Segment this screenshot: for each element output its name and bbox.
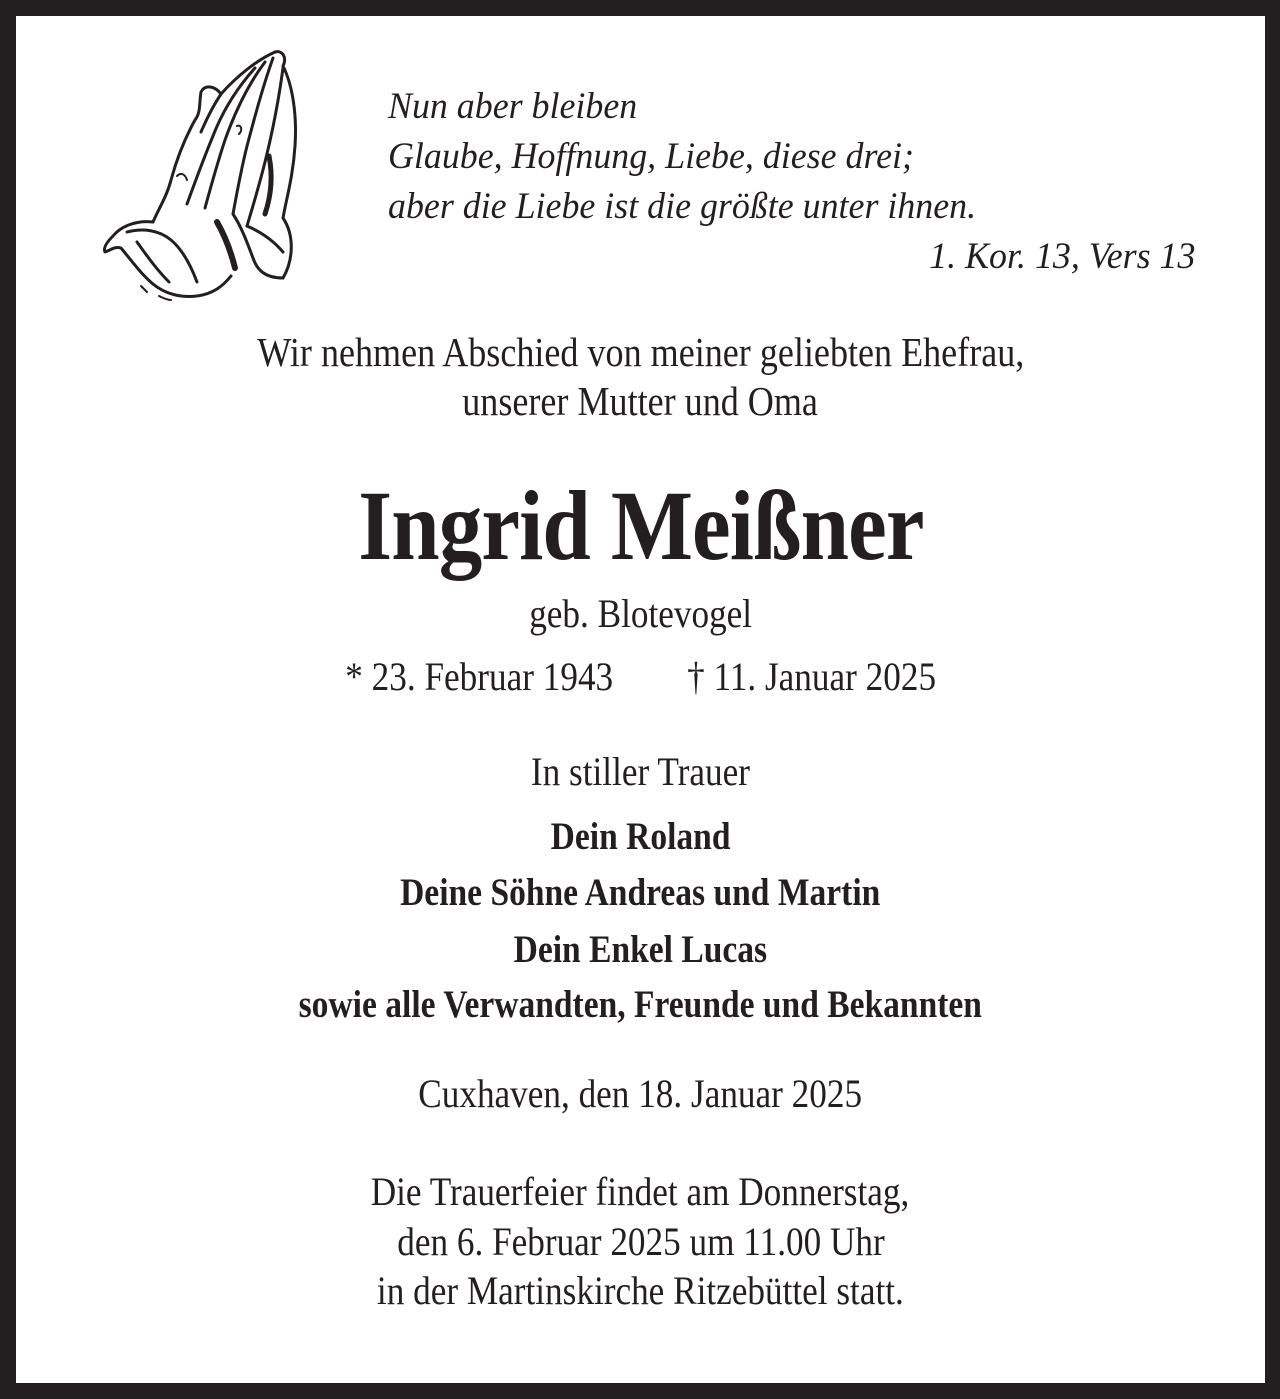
life-dates — [16, 654, 1265, 699]
ceremony-text: den 6. Februar 2025 um 11.00 Uhr — [396, 1219, 885, 1264]
mourning-heading-text: In stiller Trauer — [530, 749, 751, 794]
mourner-line — [16, 985, 1265, 1024]
ceremony-line — [16, 1169, 1265, 1214]
mourner-line — [16, 873, 1265, 912]
praying-hands-icon — [97, 46, 307, 304]
quote-reference: 1. Kor. 13, Vers 13 — [928, 236, 1195, 277]
deceased-name — [16, 470, 1265, 581]
ceremony-text: in der Martinskirche Ritzebüttel statt. — [377, 1268, 904, 1313]
mourner-text: Dein Enkel Lucas — [513, 928, 768, 971]
intro-line — [16, 378, 1265, 424]
ceremony-line — [16, 1219, 1265, 1264]
quote-line: Nun aber bleiben — [388, 86, 638, 127]
place-date — [16, 1071, 1265, 1116]
place-date-text: Cuxhaven, den 18. Januar 2025 — [418, 1071, 863, 1116]
quote-line: aber die Liebe ist die größte unter ihnen. — [388, 186, 977, 227]
deceased-name-text: Ingrid Meißner — [357, 470, 924, 581]
mourner-text: Deine Söhne Andreas und Martin — [400, 871, 881, 914]
ceremony-text: Die Trauerfeier findet am Donnerstag, — [371, 1169, 910, 1214]
mourner-line — [16, 817, 1265, 856]
mourner-text: sowie alle Verwandten, Freunde und Bekannten — [298, 983, 983, 1026]
ceremony-line — [16, 1268, 1265, 1313]
intro-line — [16, 329, 1265, 375]
death-date: † 11. Januar 2025 — [686, 654, 936, 699]
birth-date: * 23. Februar 1943 — [345, 654, 613, 699]
quote-line: Glaube, Hoffnung, Liebe, diese drei; — [388, 136, 914, 177]
intro-text: unserer Mutter und Oma — [462, 378, 819, 424]
mourning-heading — [16, 749, 1265, 794]
maiden-name — [16, 591, 1265, 636]
intro-text: Wir nehmen Abschied von meiner geliebten Ehefrau, — [256, 329, 1024, 375]
mourner-line — [16, 930, 1265, 969]
maiden-name-text: geb. Blotevogel — [529, 591, 752, 636]
obituary-frame — [16, 16, 1265, 1383]
mourner-text: Dein Roland — [550, 815, 731, 858]
